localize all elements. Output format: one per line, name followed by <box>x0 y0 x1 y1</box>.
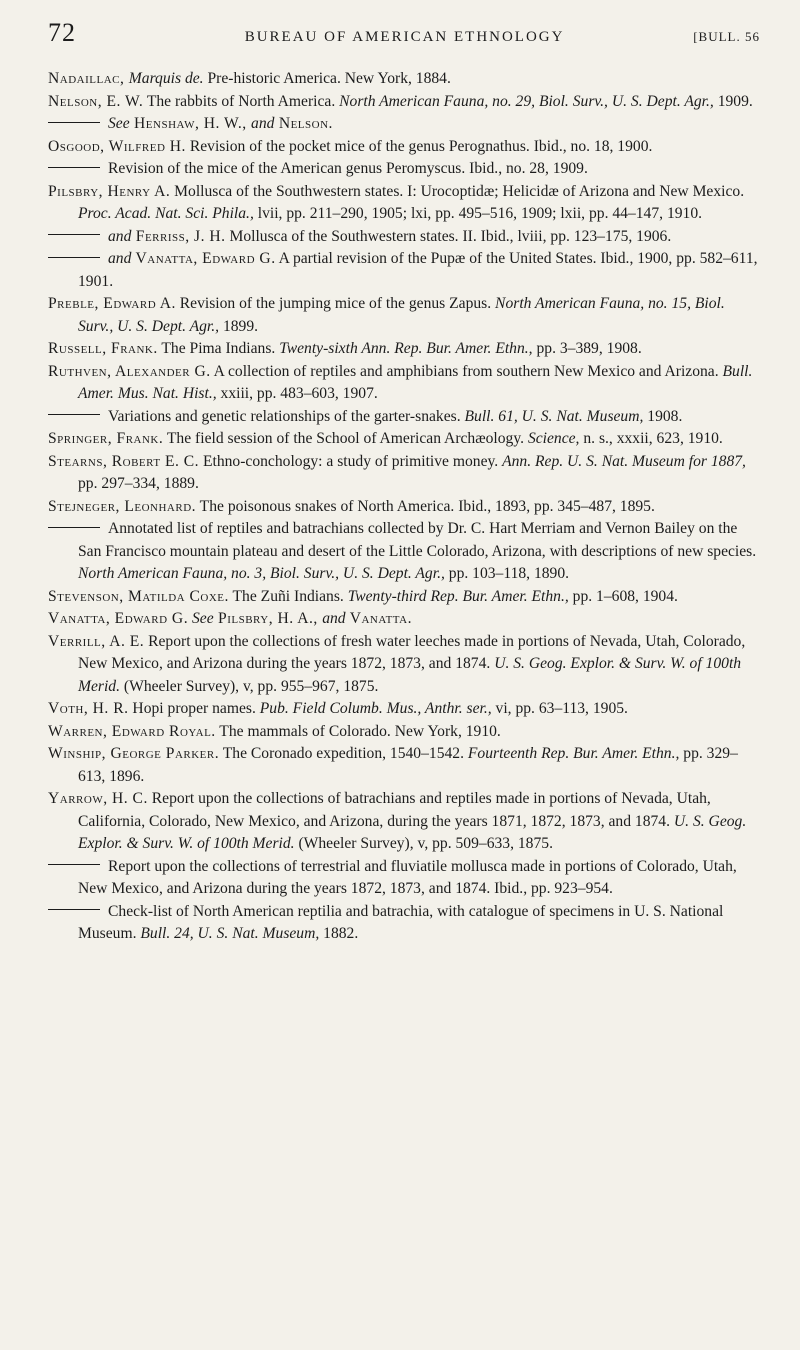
entry-citation: 1882. <box>319 925 359 942</box>
entry-author: Ferriss, J. H. <box>131 227 226 245</box>
entry-author: Osgood, Wilfred H. <box>48 137 186 155</box>
entry-author: Winship, George Parker. <box>48 745 220 762</box>
and-conjunction: and <box>322 610 346 627</box>
bibliography-entry <box>48 451 760 496</box>
entry-author: Ruthven, Alexander G. <box>48 362 211 380</box>
entry-citation: (Wheeler Survey), v, pp. 509–633, 1875. <box>294 835 553 852</box>
entry-title: Hopi proper names. <box>128 700 260 717</box>
entry-citation: 1908. <box>643 407 683 425</box>
entry-publication: North American Fauna, no. 29, Biol. Surv., U. S. Dept. Agr., <box>339 92 714 110</box>
entry-citation: pp. 329–613, 1896. <box>78 745 738 785</box>
entry-publication: Science, <box>527 430 580 447</box>
entry-author: Nelson, E. W. <box>48 92 144 110</box>
ditto-rule <box>48 122 100 123</box>
bibliography-entry <box>48 113 760 136</box>
entry-title: Ethno-conchology: a study of primitive money. <box>199 452 503 470</box>
entry-author: Stearns, Robert E. C. <box>48 452 200 470</box>
entry-publication: U. S. Geog. Explor. & Surv. W. of 100th Merid. <box>78 655 742 695</box>
entry-author: Warren, Edward Royal. <box>48 722 216 740</box>
entry-citation: 1909. <box>713 92 753 110</box>
page-number: 72 <box>48 18 76 47</box>
entry-publication: Proc. Acad. Nat. Sci. Phila., <box>78 205 254 222</box>
ditto-rule <box>48 909 100 910</box>
entry-title: Mollusca of the Southwestern states. I: Urocoptidæ; Helicidæ of Arizona and New Mexico. <box>170 182 745 200</box>
entry-publication: Fourteenth Rep. Bur. Amer. Ethn., <box>467 745 680 762</box>
entry-title: The Coronado expedition, 1540–1542. <box>219 745 468 762</box>
entry-title: Check-list of North American reptilia and batrachia, with catalogue of specimens in U. S. National Museum. <box>78 902 724 942</box>
entry-publication: Bull. 24, U. S. Nat. Museum, <box>140 925 320 942</box>
page-header <box>48 18 760 58</box>
see-reference: See <box>108 115 130 132</box>
entry-author: Verrill, A. E. <box>48 632 145 650</box>
bibliography-entry <box>48 496 760 519</box>
entry-citation: vi, pp. 63–113, 1905. <box>491 700 628 717</box>
entry-author: Voth, H. R. <box>48 700 129 717</box>
entry-publication: Ann. Rep. U. S. Nat. Museum for 1887, <box>502 452 746 470</box>
entry-citation: pp. 3–389, 1908. <box>532 340 642 357</box>
bibliography-list <box>48 68 760 946</box>
bibliography-entry <box>48 698 760 721</box>
entry-publication: Twenty-sixth Ann. Rep. Bur. Amer. Ethn., <box>279 340 533 357</box>
ditto-rule <box>48 414 100 415</box>
entry-citation: pp. 103–118, 1890. <box>444 565 570 582</box>
entry-author: Yarrow, H. C. <box>48 790 148 807</box>
and-conjunction: and <box>108 250 132 267</box>
entry-author: Vanatta, Edward G. <box>131 250 276 267</box>
entry-title: Pre-historic America. New York, 1884. <box>203 70 451 87</box>
ditto-rule <box>48 257 100 258</box>
entry-author: Russell, Frank. <box>48 340 158 357</box>
entry-title: Revision of the mice of the American genus Peromyscus. Ibid., no. 28, 1909. <box>108 160 588 177</box>
bibliography-entry <box>48 586 760 609</box>
running-head: BUREAU OF AMERICAN ETHNOLOGY <box>244 29 565 45</box>
ditto-rule <box>48 527 100 528</box>
entry-author: Springer, Frank. <box>48 430 164 447</box>
bibliography-entry <box>48 428 760 451</box>
entry-title: The field session of the School of American Archæology. <box>163 430 528 447</box>
see-reference: See <box>188 610 214 627</box>
bibliography-entry <box>48 361 760 406</box>
entry-citation: pp. 297–334, 1889. <box>78 475 199 492</box>
entry-title: A collection of reptiles and amphibians from southern New Mexico and Arizona. <box>210 362 723 380</box>
bibliography-entry <box>48 608 760 631</box>
entry-title: The Zuñi Indians. <box>228 587 348 605</box>
entry-title: The rabbits of North America. <box>143 92 340 110</box>
entry-citation: (Wheeler Survey), v, pp. 955–967, 1875. <box>120 677 379 695</box>
entry-title: Mollusca of the Southwestern states. II. Ibid., lviii, pp. 123–175, 1906. <box>225 227 672 245</box>
entry-author-title: Marquis de. <box>128 70 204 87</box>
and-conjunction: and <box>108 227 132 245</box>
entry-title: Report upon the collections of fresh water leeches made in portions of Nevada, Utah, Colorado, New Mexico, and Arizona during the years 1872, 1873, and 1874. <box>78 632 746 672</box>
bibliography-entry <box>48 136 760 159</box>
entry-author: Vanatta, Edward G. <box>48 610 189 627</box>
bibliography-entry <box>48 856 760 901</box>
entry-publication: Bull. 61, U. S. Nat. Museum, <box>464 407 644 425</box>
entry-title: Report upon the collections of batrachians and reptiles made in portions of Nevada, Utah, California, Colorado, New Mexico, and Arizona, during the years 1871, 1872, 1873, and 1874. <box>78 790 711 830</box>
ditto-rule <box>48 167 100 168</box>
entry-publication: North American Fauna, no. 3, Biol. Surv., U. S. Dept. Agr., <box>78 565 445 582</box>
entry-author: Stejneger, Leonhard. <box>48 497 197 515</box>
entry-author: Preble, Edward A. <box>48 295 176 312</box>
entry-title: The mammals of Colorado. New York, 1910. <box>215 722 501 740</box>
entry-publication: Bull. Amer. Mus. Nat. Hist., <box>78 362 753 402</box>
bibliography-entry <box>48 406 760 429</box>
bibliography-entry <box>48 293 760 338</box>
entry-title: Revision of the jumping mice of the genus Zapus. <box>175 295 496 312</box>
entry-publication: Twenty-third Rep. Bur. Amer. Ethn., <box>347 587 569 605</box>
ditto-rule <box>48 864 100 865</box>
entry-title: The Pima Indians. <box>157 340 280 357</box>
entry-title: Report upon the collections of terrestrial and fluviatile mollusca made in portions of Colorado, Utah, New Mexico, and Arizona during the years 1872, 1873, and 1874. Ibid., pp. 923–954. <box>78 857 737 897</box>
entry-author: Henshaw, H. W., <box>129 115 252 132</box>
bibliography-entry <box>48 338 760 361</box>
bulletin-number: [BULL. 56 <box>693 29 760 44</box>
entry-author: Pilsbry, Henry A. <box>48 182 171 200</box>
entry-citation: n. s., xxxii, 623, 1910. <box>579 430 723 447</box>
entry-title: Variations and genetic relationships of the garter-snakes. <box>108 407 465 425</box>
bibliography-entry <box>48 518 760 586</box>
and-conjunction: and <box>251 115 275 132</box>
entry-title: Revision of the pocket mice of the genus Perognathus. Ibid., no. 18, 1900. <box>185 137 653 155</box>
bibliography-entry <box>48 226 760 249</box>
entry-citation: xxiii, pp. 483–603, 1907. <box>216 385 378 402</box>
entry-author: Nadaillac, <box>48 70 129 87</box>
ditto-rule <box>48 234 100 235</box>
entry-title: The poisonous snakes of North America. Ibid., 1893, pp. 345–487, 1895. <box>196 497 655 515</box>
entry-title: A partial revision of the Pupæ of the United States. Ibid., 1900, pp. 582–611, 1901. <box>78 250 758 290</box>
bibliography-entry <box>48 788 760 856</box>
entry-citation: pp. 1–608, 1904. <box>568 587 678 605</box>
bibliography-entry <box>48 68 760 91</box>
entry-author: Stevenson, Matilda Coxe. <box>48 587 229 605</box>
entry-author-ref: Vanatta. <box>345 610 412 627</box>
entry-publication: Pub. Field Columb. Mus., Anthr. ser., <box>259 700 492 717</box>
entry-publication: U. S. Geog. Explor. & Surv. W. of 100th Merid. <box>78 812 747 852</box>
bibliography-entry <box>48 631 760 699</box>
bibliography-entry <box>48 743 760 788</box>
entry-author-ref: Pilsbry, H. A., <box>213 610 323 627</box>
entry-title: Annotated list of reptiles and batrachians collected by Dr. C. Hart Merriam and Vernon Bailey on the San Francisco mountain plateau and desert of the Little Colorado, Arizona, with descriptions of new species. <box>78 520 757 560</box>
bibliography-entry <box>48 901 760 946</box>
bibliography-entry <box>48 248 760 293</box>
entry-publication: North American Fauna, no. 15, Biol. Surv., U. S. Dept. Agr., <box>78 295 725 335</box>
bibliography-entry <box>48 181 760 226</box>
entry-citation: 1899. <box>219 317 259 335</box>
bibliography-entry <box>48 91 760 114</box>
entry-citation: lvii, pp. 211–290, 1905; lxi, pp. 495–516, 1909; lxii, pp. 44–147, 1910. <box>253 205 703 222</box>
bibliography-entry <box>48 158 760 181</box>
bibliography-entry <box>48 721 760 744</box>
entry-author-ref: Nelson. <box>274 115 333 132</box>
